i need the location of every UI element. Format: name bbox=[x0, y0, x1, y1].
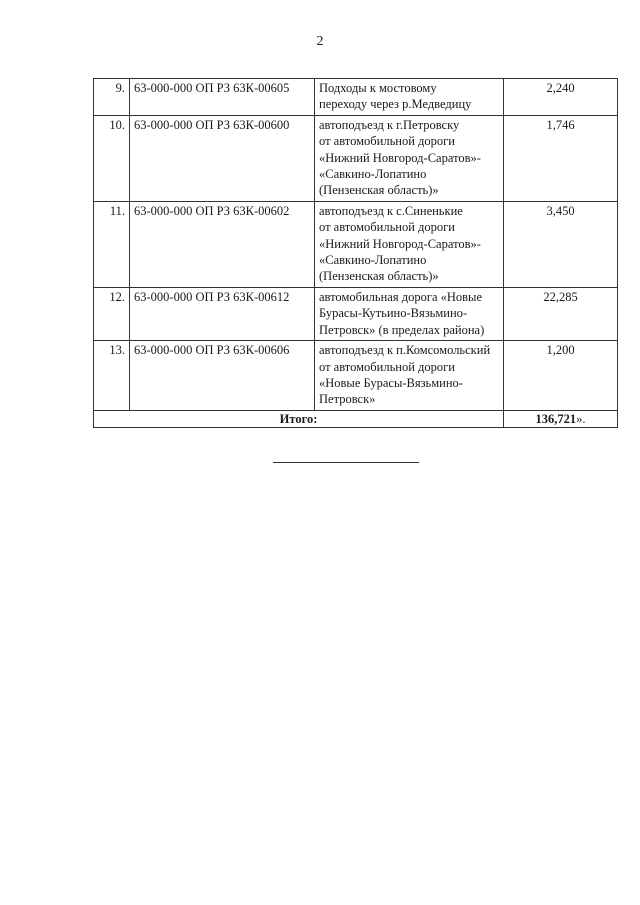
road-name-line: от автомобильной дороги bbox=[319, 134, 455, 149]
road-length: 3,450 bbox=[504, 201, 618, 287]
total-label: Итого: bbox=[94, 410, 504, 427]
road-name bbox=[315, 201, 504, 287]
total-number: 136,721 bbox=[535, 411, 577, 426]
table-row bbox=[94, 201, 618, 287]
road-length: 22,285 bbox=[504, 287, 618, 340]
table-row bbox=[94, 115, 618, 201]
road-code: 63-000-000 ОП РЗ 63К-00606 bbox=[130, 341, 315, 411]
road-name-line: Подходы к мостовому bbox=[319, 81, 437, 95]
road-name-line: «Нижний Новгород-Саратов»- bbox=[319, 150, 481, 165]
road-code: 63-000-000 ОП РЗ 63К-00602 bbox=[130, 201, 315, 287]
table-row bbox=[94, 287, 618, 340]
road-name-line: Петровск» (в пределах района) bbox=[319, 322, 485, 337]
road-code: 63-000-000 ОП РЗ 63К-00600 bbox=[130, 115, 315, 201]
total-row bbox=[94, 410, 618, 427]
end-rule bbox=[273, 462, 419, 463]
row-number: 13. bbox=[94, 341, 130, 411]
road-name-line: «Новые Бурасы-Вязьмино- bbox=[319, 375, 463, 390]
road-name-line: от автомобильной дороги bbox=[319, 359, 455, 374]
road-name-line: (Пензенская область)» bbox=[319, 183, 439, 198]
road-length: 2,240 bbox=[504, 79, 618, 116]
road-name-line: «Савкино-Лопатино bbox=[319, 253, 427, 268]
road-code: 63-000-000 ОП РЗ 63К-00605 bbox=[130, 79, 315, 116]
row-number: 9. bbox=[94, 79, 130, 116]
road-name-line: (Пензенская область)» bbox=[319, 269, 439, 284]
road-name-line: «Нижний Новгород-Саратов»- bbox=[319, 236, 481, 251]
road-code: 63-000-000 ОП РЗ 63К-00612 bbox=[130, 287, 315, 340]
road-name-line: Бурасы-Кутьино-Вязьмино- bbox=[319, 306, 468, 321]
road-name-line: автоподъезд к г.Петровску bbox=[319, 117, 460, 132]
closing-quote: ». bbox=[576, 411, 586, 426]
road-name-line: переходу через р.Медведицу bbox=[319, 97, 472, 112]
road-name bbox=[315, 79, 504, 116]
road-name bbox=[315, 287, 504, 340]
road-length: 1,746 bbox=[504, 115, 618, 201]
road-name-line: автоподъезд к п.Комсомольский bbox=[319, 343, 491, 358]
roads-table bbox=[93, 78, 618, 428]
table-row bbox=[94, 341, 618, 411]
row-number: 12. bbox=[94, 287, 130, 340]
row-number: 10. bbox=[94, 115, 130, 201]
total-value bbox=[504, 410, 618, 427]
road-length: 1,200 bbox=[504, 341, 618, 411]
road-name-line: Петровск» bbox=[319, 392, 376, 407]
row-number: 11. bbox=[94, 201, 130, 287]
road-name bbox=[315, 341, 504, 411]
road-name-line: автоподъезд к с.Синенькие bbox=[319, 203, 463, 218]
page-number: 2 bbox=[316, 34, 324, 49]
road-name-line: «Савкино-Лопатино bbox=[319, 167, 427, 182]
table-row bbox=[94, 79, 618, 116]
road-name bbox=[315, 115, 504, 201]
road-name-line: автомобильная дорога «Новые bbox=[319, 289, 482, 304]
road-name-line: от автомобильной дороги bbox=[319, 220, 455, 235]
